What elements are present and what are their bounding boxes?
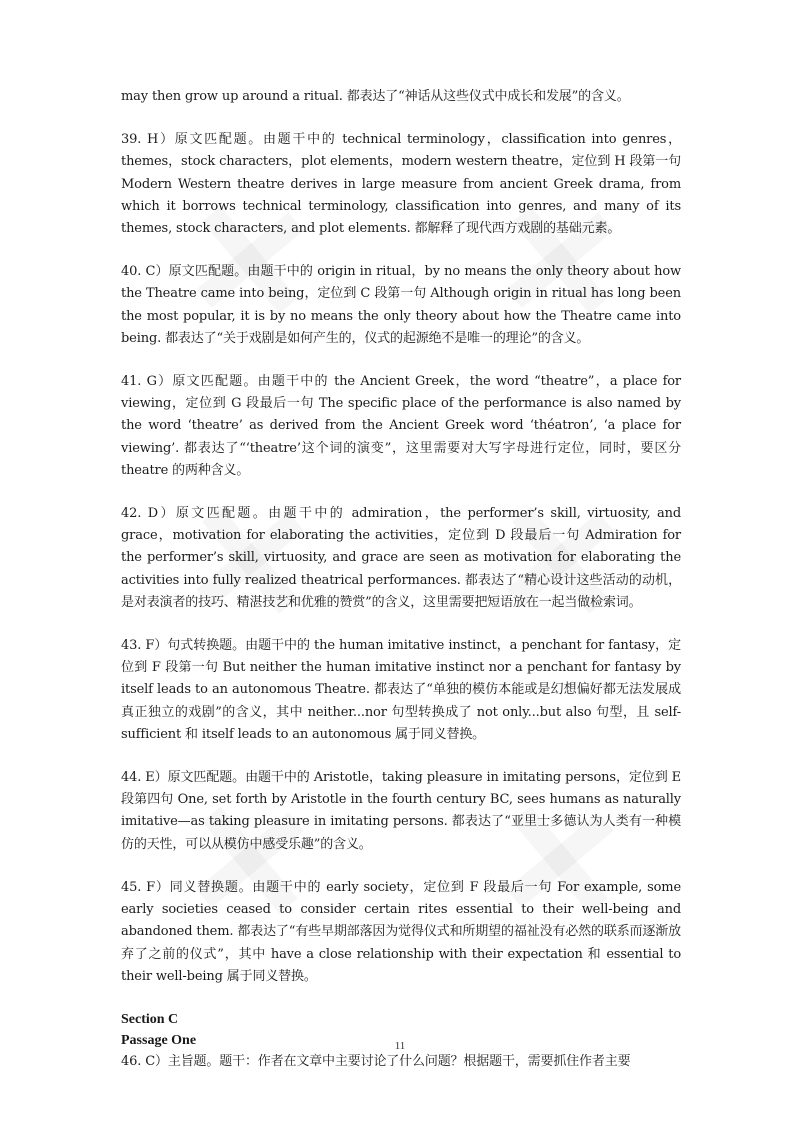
document-body	[121, 86, 681, 1073]
answer-39: 39. H）原文匹配题。由题干中的 technical terminology，classification into genres，themes，stock characters，plot elements，modern western theatre，定位到 H 段第一句 Modern Western theatre derives in large measure from ancient Greek drama, from which it borrows technical terminology, classification into genres, and many of its themes, stock characters, and plot elements. 都解释了现代西方戏剧的基础元素。	[121, 132, 681, 237]
page-number: 11	[394, 1040, 406, 1052]
answer-45: 45. F）同义替换题。由题干中的 early society，定位到 F 段最后一句 For example, some early societies ceased to consider certain rites essential to their well-being and abandoned them. 都表达了“有些早期部落因为觉得仪式和所期望的福祉没有必然的联系而逐渐放弃了之前的仪式”，其中 have a close relationship with their expectation 和 essential to their well-being 属于同义替换。	[121, 879, 681, 984]
answer-44: 44. E）原文匹配题。由题干中的 Aristotle，taking pleasure in imitating persons，定位到 E 段第四句 One, set forth by Aristotle in the fourth century BC, sees humans as naturally imitative—as taking pleasure in imitating persons. 都表达了“亚里士多德认为人类有一种模仿的天性，可以从模仿中感受乐趣”的含义。	[121, 770, 681, 852]
answer-43: 43. F）句式转换题。由题干中的 the human imitative instinct，a penchant for fantasy，定位到 F 段第一句 But neither the human imitative instinct nor a penchant for fantasy by itself leads to an autonomous Theatre. 都表达了“单独的模仿本能或是幻想偏好都无法发展成真正独立的戏剧”的含义，其中 neither...nor 句型转换成了 not only...but also 句型，且 self-sufficient 和 itself leads to an autonomous 属于同义替换。	[121, 638, 681, 742]
answer-41: 41. G）原文匹配题。由题干中的 the Ancient Greek，the word “theatre”，a place for viewing，定位到 G 段最后一句 The specific place of the performance is also named by the word ‘theatre’ as derived from the Ancient Greek word ‘théatron’, ‘a place for viewing’. 都表达了“‘theatre’这个词的演变”，这里需要对大写字母进行定位，同时，要区分 theatre 的两种含义。	[121, 374, 681, 478]
section-heading: Section C	[121, 1011, 179, 1027]
passage-heading: Passage One	[121, 1032, 197, 1048]
answer-42: 42. D）原文匹配题。由题干中的 admiration，the performer’s skill, virtuosity, and grace，motivation for elaborating the activities，定位到 D 段最后一句 Admiration for the performer’s skill, virtuosity, and grace are seen as motivation for elaborating the activities into fully realized theatrical performances. 都表达了“精心设计这些活动的动机，是对表演者的技巧、精湛技艺和优雅的赞赏”的含义，这里需要把短语放在一起当做检索词。	[121, 506, 681, 610]
answer-40: 40. C）原文匹配题。由题干中的 origin in ritual，by no means the only theory about how the Theatre came into being，定位到 C 段第一句 Although origin in ritual has long been the most popular, it is by no means the only theory about how the Theatre came into being. 都表达了“关于戏剧是如何产生的，仪式的起源绝不是唯一的理论”的含义。	[121, 264, 681, 346]
answer-46: 46. C）主旨题。题干：作者在文章中主要讨论了什么问题？根据题干，需要抓住作者主要	[121, 1053, 631, 1069]
paragraph-37-continuation: may then grow up around a ritual. 都表达了“神话从这些仪式中成长和发展”的含义。	[121, 89, 630, 104]
